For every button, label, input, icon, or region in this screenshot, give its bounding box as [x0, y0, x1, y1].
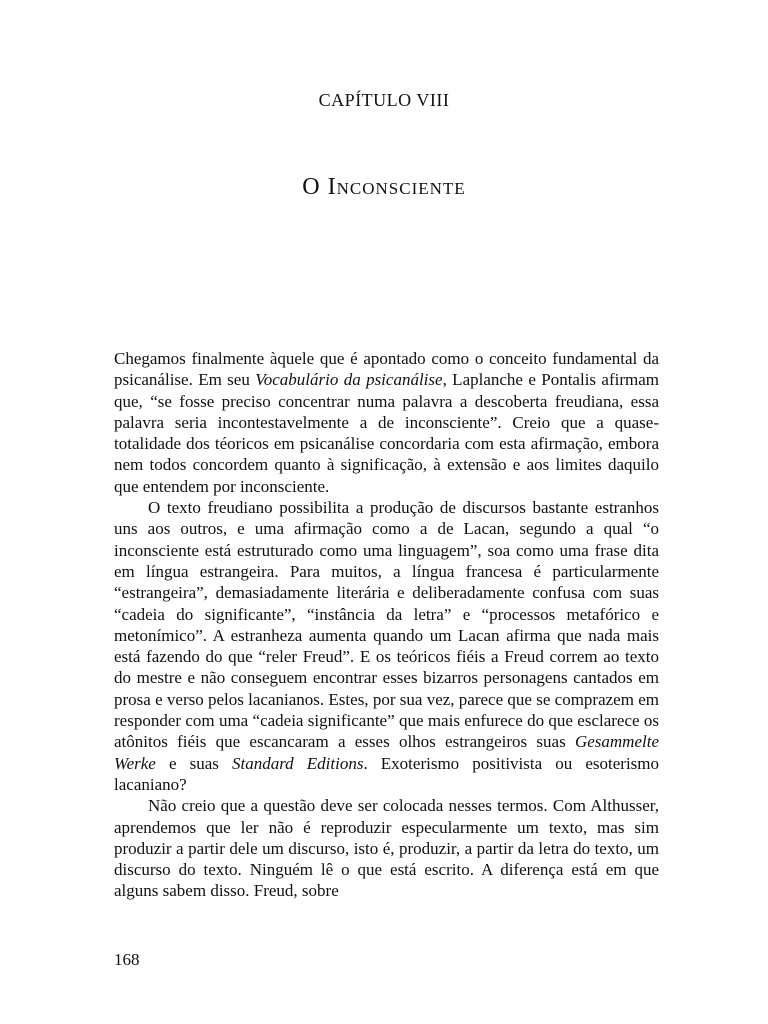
book-title-vocabulario: Vocabulário da psicanálise: [255, 370, 443, 390]
paragraph-3-text: Não creio que a questão deve ser colocada nesses termos. Com Althusser, aprendemos que ler não é reproduzir especularmente um texto, mas sim produzir a partir dele um discurso, isto é, produzir, a partir da letra do texto, um discurso do texto. Ninguém lê o que está escrito. A diferença está em que alguns sabem disso. Freud, sobre: [114, 796, 659, 901]
chapter-title: O Inconsciente: [302, 174, 466, 200]
paragraph-2-text-b: e suas: [155, 753, 232, 773]
paragraph-1: [114, 348, 659, 497]
paragraph-2: [114, 497, 659, 795]
book-title-standard-editions: Standard Editions: [231, 753, 364, 773]
paragraph-2-text-a: O texto freudiano possibilita a produção de discursos bastante estranhos uns aos outros, e uma afirmação como a de Lacan, segundo a qual “o inconsciente está estruturado como uma linguagem”, soa como uma frase dita em língua estrangeira. Para muitos, a língua francesa é particularmente “estrangeira”, demasiadamente literária e deliberadamente confusa com suas “cadeia do significante”, “instância da letra” e “processos metafórico e metonímico”. A estranheza aumenta quando um Lacan afirma que nada mais está fazendo do que “reler Freud”. E os teóricos fiéis a Freud correm ao texto do mestre e não conseguem encontrar esses bizarros personagens cantados em prosa e verso pelos lacanianos. Estes, por sua vez, parece que se comprazem em responder com uma “cadeia significante” que mais enfurece do que esclarece os atônitos fiéis que escancaram a esses olhos estrangeiros suas: [114, 498, 659, 752]
paragraph-3: [114, 795, 659, 901]
book-title-gesammelte-werke: Gesammelte Werke: [114, 732, 659, 773]
page-number: 168: [114, 950, 140, 969]
chapter-label: CAPÍTULO VIII: [318, 90, 450, 110]
body-text: [114, 348, 659, 902]
paragraph-1-text-a: Chegamos finalmente àquele que é apontado como o conceito fundamental da psicanálise. Em seu: [114, 349, 659, 390]
paragraph-2-text-c: . Exoterismo positivista ou esoterismo lacaniano?: [114, 753, 659, 794]
paragraph-1-text-b: , Laplanche e Pontalis afirmam que, “se fosse preciso concentrar numa palavra a descoberta freudiana, essa palavra seria incontestavelmente a de inconsciente”. Creio que a quase-totalidade dos téoricos em psicanálise concordaria com esta afirmação, embora nem todos concordem quanto à significação, à extensão e aos limites daquilo que entendem por inconsciente.: [114, 370, 659, 496]
